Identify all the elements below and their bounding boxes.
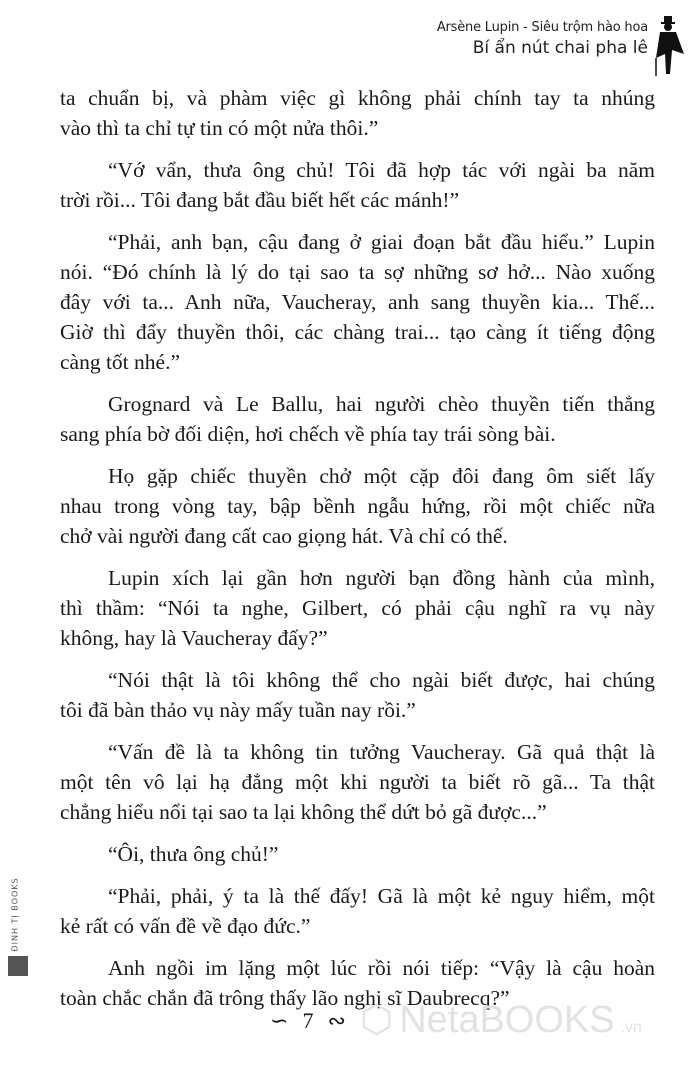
watermark xyxy=(360,998,642,1042)
text-line: toàn chắc chắn đã trông thấy lão nghị sĩ Daubrecq?” xyxy=(60,986,510,1010)
text-line: Anh ngồi im lặng một lúc rồi nói tiếp: “Vậy là cậu hoàn xyxy=(108,956,655,980)
text-line: chẳng hiểu nổi tại sao ta lại không thể dứt bỏ gã được...” xyxy=(60,800,547,824)
paragraph xyxy=(60,839,655,869)
text-line: “Phải, phải, ý ta là thế đấy! Gã là một kẻ nguy hiểm, một xyxy=(108,884,655,908)
text-line: không, hay là Vaucheray đấy?” xyxy=(60,626,328,650)
watermark-suffix: .vn xyxy=(620,1019,642,1036)
ornament-right-icon: ∾ xyxy=(327,1008,346,1033)
watermark-name: NetaBOOKS xyxy=(399,999,615,1041)
text-line: kẻ rất có vấn đề về đạo đức.” xyxy=(60,914,311,938)
text-line: tôi đã bàn thảo vụ này mấy tuần nay rồi.” xyxy=(60,698,416,722)
publisher-label: ĐINH TỊ BOOKS xyxy=(10,877,20,952)
text-line: Grognard và Le Ballu, hai người chèo thuyền tiến thẳng xyxy=(108,392,655,416)
lupin-silhouette-icon xyxy=(652,14,686,76)
text-line: chở vài người đang cất cao giọng hát. Và chỉ có thế. xyxy=(60,524,508,548)
text-line: “Ôi, thưa ông chủ!” xyxy=(108,842,279,866)
text-line: càng tốt nhé.” xyxy=(60,350,180,374)
watermark-logo-icon: ⬡ xyxy=(360,999,394,1041)
page-footer xyxy=(270,1006,346,1036)
text-line: “Vớ vẩn, thưa ông chủ! Tôi đã hợp tác với ngài ba năm xyxy=(108,158,655,182)
text-line: nhau trong vòng tay, bập bềnh ngẫu hứng, rồi một chiếc nữa xyxy=(60,494,655,518)
paragraph xyxy=(60,665,655,725)
publisher-logo-icon xyxy=(8,956,28,976)
text-line: Giờ thì đẩy thuyền thôi, các chàng trai... tạo càng ít tiếng động xyxy=(60,320,655,344)
ornament-left-icon: ∽ xyxy=(270,1008,289,1033)
running-header xyxy=(437,20,648,58)
paragraph xyxy=(60,227,655,377)
text-line: Lupin xích lại gần hơn người bạn đồng hành của mình, xyxy=(108,566,655,590)
series-title: Arsène Lupin - Siêu trộm hào hoa xyxy=(436,20,648,35)
publisher-side-brand xyxy=(6,877,26,980)
text-line: thì thầm: “Nói ta nghe, Gilbert, có phải cậu nghĩ ra vụ này xyxy=(60,596,655,620)
paragraph xyxy=(60,155,655,215)
text-line: sang phía bờ đối diện, hơi chếch về phía tay trái sòng bài. xyxy=(60,422,556,446)
text-line: nói. “Đó chính là lý do tại sao ta sợ những sơ hở... Nào xuống xyxy=(60,260,655,284)
paragraph xyxy=(60,461,655,551)
body-text xyxy=(60,83,655,1025)
text-line: trời rồi... Tôi đang bắt đầu biết hết các mánh!” xyxy=(60,188,460,212)
paragraph xyxy=(60,389,655,449)
paragraph xyxy=(60,83,655,143)
paragraph xyxy=(60,737,655,827)
text-line: “Nói thật là tôi không thể cho ngài biết được, hai chúng xyxy=(108,668,655,692)
text-line: “Vấn đề là ta không tin tưởng Vaucheray. Gã quả thật là xyxy=(108,740,655,764)
paragraph xyxy=(60,881,655,941)
book-title: Bí ẩn nút chai pha lê xyxy=(472,38,648,58)
text-line: Họ gặp chiếc thuyền chở một cặp đôi đang ôm siết lấy xyxy=(108,464,655,488)
text-line: vào thì ta chỉ tự tin có một nửa thôi.” xyxy=(60,116,379,140)
text-line: ta chuẩn bị, và phàm việc gì không phải chính tay ta nhúng xyxy=(60,86,655,110)
text-line: “Phải, anh bạn, cậu đang ở giai đoạn bắt đầu hiểu.” Lupin xyxy=(108,230,655,254)
text-line: đây với ta... Anh nữa, Vaucheray, anh sang thuyền kia... Thế... xyxy=(60,290,655,314)
paragraph xyxy=(60,563,655,653)
page-number: 7 xyxy=(302,1008,314,1033)
text-line: một tên vô lại hạ đẳng một khi người ta biết rõ gã... Ta thật xyxy=(60,770,655,794)
